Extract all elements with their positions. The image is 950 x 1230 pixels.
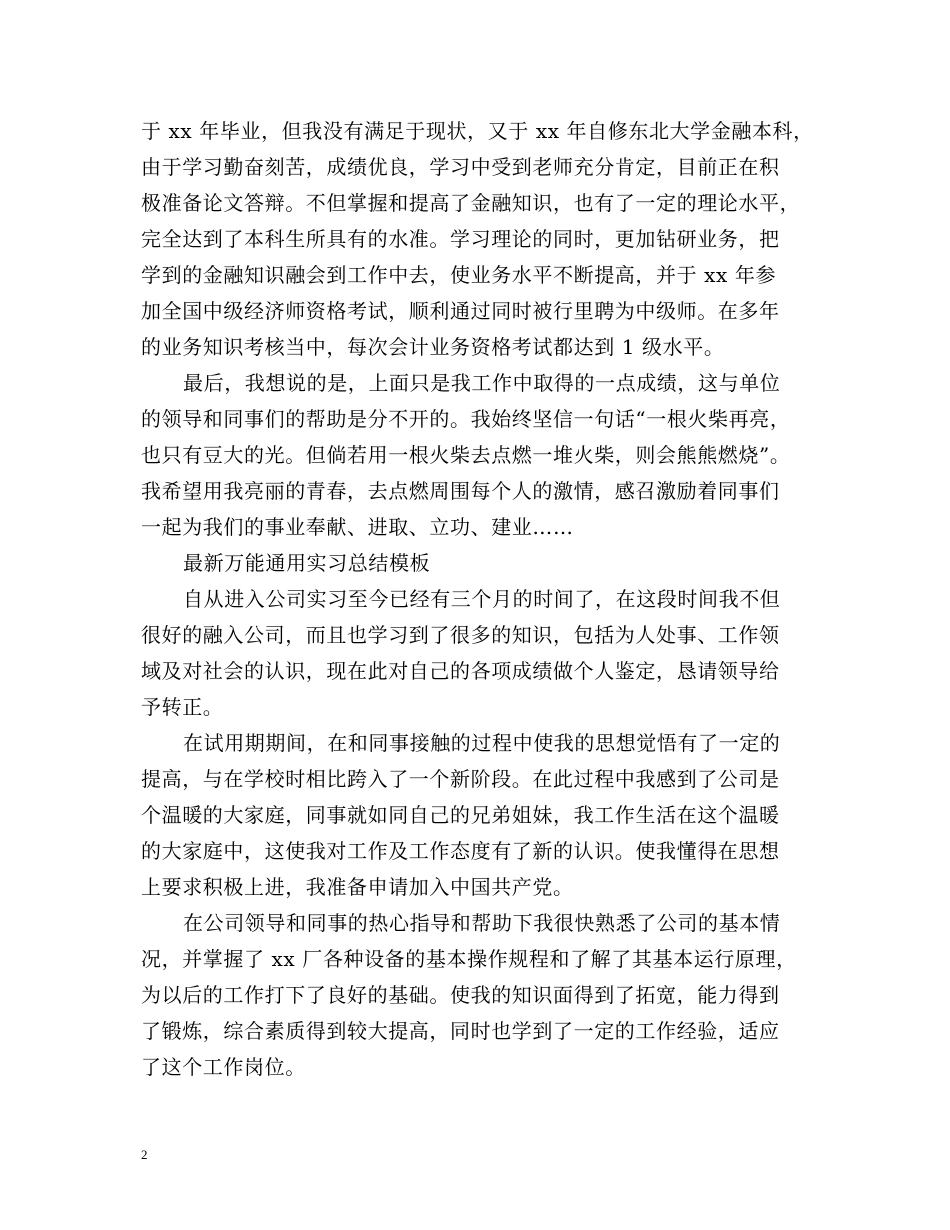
paragraph [141, 905, 831, 1085]
text-line: 在试用期期间，在和同事接触的过程中使我的思想觉悟有了一定的 [183, 731, 781, 755]
text-line: 域及对社会的认识，现在此对自己的各项成绩做个人鉴定，恳请领导给 [141, 659, 780, 683]
document-body [141, 113, 831, 1085]
section-heading [141, 545, 831, 581]
text-line: 于 xx 年毕业，但我没有满足于现状，又于 xx 年自修东北大学金融本科， [141, 119, 814, 143]
text-line: 完全达到了本科生所具有的水准。学习理论的同时，更加钻研业务，把 [141, 227, 780, 251]
heading-line: 最新万能通用实习总结模板 [183, 551, 431, 575]
text-line: 为以后的工作打下了良好的基础。使我的知识面得到了拓宽，能力得到 [141, 983, 780, 1007]
text-line: 个温暖的大家庭，同事就如同自己的兄弟姐妹，我工作生活在这个温暖 [141, 803, 780, 827]
paragraph [141, 725, 831, 905]
text-line: 一起为我们的事业奉献、进取、立功、建业…… [141, 515, 574, 539]
text-line: 的业务知识考核当中，每次会计业务资格考试都达到 1 级水平。 [141, 335, 725, 359]
text-line: 的大家庭中，这使我对工作及工作态度有了新的认识。使我懂得在思想 [141, 839, 780, 863]
text-line: 的领导和同事们的帮助是分不开的。我始终坚信一句话“一根火柴再亮， [141, 407, 791, 431]
text-line: 了这个工作岗位。 [141, 1055, 306, 1079]
text-line: 我希望用我亮丽的青春，去点燃周围每个人的激情，感召激励着同事们 [141, 479, 780, 503]
text-line: 况，并掌握了 xx 厂各种设备的基本操作规程和了解了其基本运行原理， [141, 947, 797, 971]
text-line: 自从进入公司实习至今已经有三个月的时间了，在这段时间我不但 [183, 587, 781, 611]
text-line: 上要求积极上进，我准备申请加入中国共产党。 [141, 875, 574, 899]
text-line: 在公司领导和同事的热心指导和帮助下我很快熟悉了公司的基本情 [183, 911, 781, 935]
text-line: 了锻炼，综合素质得到较大提高，同时也学到了一定的工作经验，适应 [141, 1019, 780, 1043]
text-line: 极准备论文答辩。不但掌握和提高了金融知识，也有了一定的理论水平， [141, 191, 801, 215]
text-line: 也只有豆大的光。但倘若用一根火柴去点燃一堆火柴，则会熊熊燃烧”。 [141, 443, 791, 467]
paragraph [141, 581, 831, 725]
text-line: 加全国中级经济师资格考试，顺利通过同时被行里聘为中级师。在多年 [141, 299, 780, 323]
text-line: 学到的金融知识融会到工作中去，使业务水平不断提高，并于 xx 年参 [141, 263, 777, 287]
text-line: 提高，与在学校时相比跨入了一个新阶段。在此过程中我感到了公司是 [141, 767, 780, 791]
text-line: 予转正。 [141, 695, 224, 719]
paragraph [141, 365, 831, 545]
text-line: 最后，我想说的是，上面只是我工作中取得的一点成绩，这与单位 [183, 371, 781, 395]
text-line: 很好的融入公司，而且也学习到了很多的知识，包括为人处事、工作领 [141, 623, 780, 647]
paragraph [141, 113, 831, 365]
page-number: 2 [141, 1147, 148, 1162]
text-line: 由于学习勤奋刻苦，成绩优良，学习中受到老师充分肯定，目前正在积 [141, 155, 780, 179]
